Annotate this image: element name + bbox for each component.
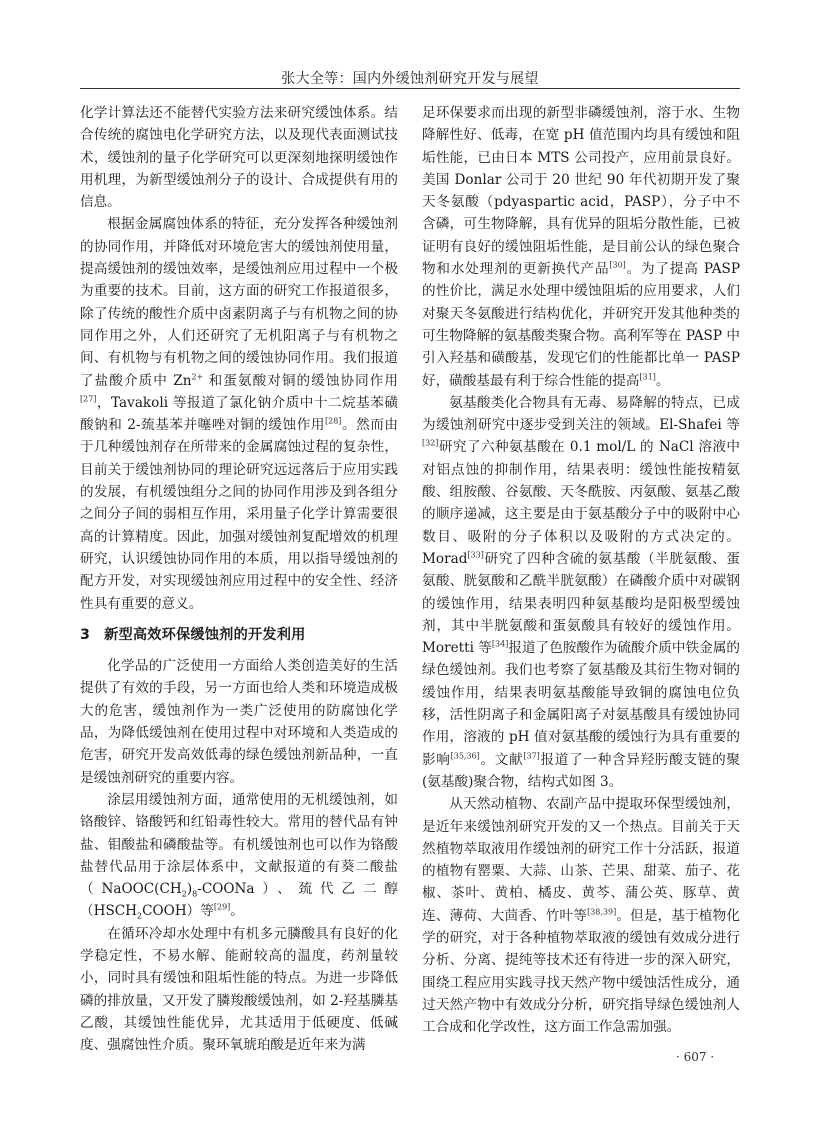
citation-ref: [34]	[491, 639, 509, 649]
charge-superscript: 2+	[191, 372, 204, 382]
running-title: 张大全等：国内外缓蚀剂研究开发与展望	[281, 71, 539, 87]
paragraph-cooling-water: 在循环冷却水处理中有机多元膦酸具有良好的化学稳定性，不易水解、能耐较高的温度，药剂量较小，同时具有缓蚀和阻垢性能的特点。为进一步降低磷的排放量，又开发了膦羧酸缓蚀剂，如 2-羟基膦基乙酸，其缓蚀性能优异，尤其适用于低硬度、低碱度、强腐蚀性介质。聚环氧琥珀酸是近年来为满	[80, 925, 398, 1054]
right-column	[422, 102, 740, 1038]
paragraph-amino-acids: 氨基酸类化合物具有无毒、易降解的特点，已成为缓蚀剂研究中逐步受到关注的领域。El-Shafei 等[32]研究了六种氨基酸在 0.1 mol/L 的 NaCl 溶液中对铝点蚀的抑制作用，结果表明：缓蚀性能按精氨酸、组胺酸、谷氨酸、天冬酰胺、丙氨酸、氨基乙酸的顺序递减，这主要是由于氨基酸分子中的吸附中心数目、吸附的分子体积以及吸附的方式决定的。Morad[33]研究了四种含硫的氨基酸（半胱氨酸、蛋氨酸、胱氨酸和乙酰半胱氨酸）在磷酸介质中对碳钢的缓蚀作用，结果表明四种氨基酸均是阳极型缓蚀剂，其中半胱氨酸和蛋氨酸具有较好的缓蚀作用。Moretti 等[34]报道了色胺酸作为硫酸介质中铁金属的绿色缓蚀剂。我们也考察了氨基酸及其衍生物对铜的缓蚀作用，结果表明氨基酸能导致铜的腐蚀电位负移，活性阴离子和金属阳离子对氨基酸具有缓蚀协同作用，溶液的 pH 值对氨基酸的缓蚀行为具有重要的影响[35,36]。文献[37]报道了一种含异羟肟酸支链的聚(氨基酸)聚合物，结构式如图 3。	[422, 394, 741, 790]
citation-ref: [33]	[467, 550, 484, 560]
citation-ref: [28]	[325, 416, 342, 426]
citation-ref: [32]	[422, 438, 439, 448]
citation-ref: [37]	[523, 751, 540, 761]
paragraph-pasp: 足环保要求而出现的新型非磷缓蚀剂，溶于水、生物降解性好、低毒，在宽 pH 值范围内均具有缓蚀和阻垢性能，已由日本 MTS 公司投产，应用前景良好。美国 Donlar 公司于 20 世纪 90 年代初期开发了聚天冬氨酸（pdyaspartic acid，PASP），分子中不含磷，可生物降解，具有优异的阻垢分散性能，已被证明有良好的缓蚀阻垢性能，是目前公认的绿色聚合物和水处理剂的更新换代产品[30]。为了提高 PASP 的性价比，满足水处理中缓蚀阻垢的应用要求，人们对聚天冬氨酸进行结构优化，并研究开发其他种类的可生物降解的氨基酸类聚合物。高利军等在 PASP 中引入羟基和磺酸基，发现它们的性能都比单一 PASP 好，磺酸基最有利于综合性能的提高[31]。	[422, 105, 740, 389]
header-rule	[80, 88, 740, 89]
citation-ref: [38,39]	[587, 907, 617, 917]
paragraph-coating-inhibitors: 涂层用缓蚀剂方面，通常使用的无机缓蚀剂，如铬酸锌、铬酸钙和红铅毒性较大。常用的替代品有钟盐、钼酸盐和磷酸盐等。有机缓蚀剂也可以作为铬酸盐替代品用于涂层体系中，文献报道的有葵二酸盐$(NaOOC(CH_2)_8-COONa)$、巯代乙二醇$(HSCH_2COOH)$等[29]。	[80, 791, 399, 922]
page-number: · 607 ·	[676, 1050, 715, 1064]
section-number: 3	[80, 626, 91, 643]
citation-ref: [35,36]	[450, 751, 480, 761]
paragraph-synergy: 根据金属腐蚀体系的特征，充分发挥各种缓蚀剂的协同作用，并降低对环境危害大的缓蚀剂使用量，提高缓蚀剂的缓蚀效率，是缓蚀剂应用过程中一个极为重要的技术。目前，这方面的研究工作报道很多，除了传统的酸性介质中卤素阴离子与有机物之间的协同作用之外，人们还研究了无机阳离子与有机物之间、有机物与有机物之间的缓蚀协同作用。我们报道了盐酸介质中 $Zn^{2+}$ 和蛋氨酸对铜的缓蚀协同作用[27]，Tavakoli 等报道了氯化钠介质中十二烷基苯磺酸钠和 2-巯基苯并噻唑对铜的缓蚀作用[28]。然而由于几种缓蚀剂存在所带来的金属腐蚀过程的复杂性，目前关于缓蚀剂协同的理论研究远远落后于应用实践的发展，有机缓蚀组分之间的协同作用涉及到各组分之间分子间的弱相互作用，采用量子化学计算需要很高的计算精度。因此，加强对缓蚀剂复配增效的机理研究，认识缓蚀协同作用的本质，用以指导缓蚀剂的配方开发，对实现缓蚀剂应用过程中的安全性、经济性具有重要的意义。	[80, 216, 399, 612]
citation-ref: [31]	[639, 372, 656, 382]
paragraph-green-inhibitors: 化学品的广泛使用一方面给人类创造美好的生活提供了有效的手段，另一方面也给人类和环境造成极大的危害，缓蚀剂作为一类广泛使用的防腐蚀化学品，为降低缓蚀剂在使用过程中对环境和人类造成的危害，研究开发高效低毒的绿色缓蚀剂新品种，一直是缓蚀剂研究的重要内容。	[80, 658, 398, 786]
paragraph-continuation: 化学计算法还不能替代实验方法来研究缓蚀体系。结合传统的腐蚀电化学研究方法，以及现代表面测试技术，缓蚀剂的量子化学研究可以更深刻地探明缓蚀作用机理，为新型缓蚀剂分子的设计、合成提供有用的信息。	[80, 105, 398, 211]
left-column	[80, 102, 398, 1056]
paragraph-plant-extracts: 从天然动植物、农副产品中提取环保型缓蚀剂，是近年来缓蚀剂研究开发的又一个热点。目前关于天然植物萃取液用作缓蚀剂的研究工作十分活跃，报道的植物有罂粟、大蒜、山茶、芒果、甜菜、茄子、花椒、茶叶、黄柏、橘皮、黄芩、蒲公英、豚草、黄连、薄荷、大茴香、竹叶等[38,39]。但是，基于植物化学的研究，对于各种植物萃取液的缓蚀有效成分进行分析、分离、提纯等技术还有待进一步的深入研究，围绕工程应用实践寻找天然产物中缓蚀活性成分，通过天然产物中有效成分分析，研究指导绿色缓蚀剂人工合成和化学改性，这方面工作急需加强。	[422, 796, 741, 1036]
citation-ref: [27]	[80, 394, 97, 404]
citation-ref: [29]	[213, 902, 231, 912]
running-header	[80, 56, 740, 92]
section-heading	[80, 624, 398, 646]
section-title: 新型高效环保缓蚀剂的开发利用	[104, 626, 306, 643]
citation-ref: [30]	[609, 260, 626, 270]
